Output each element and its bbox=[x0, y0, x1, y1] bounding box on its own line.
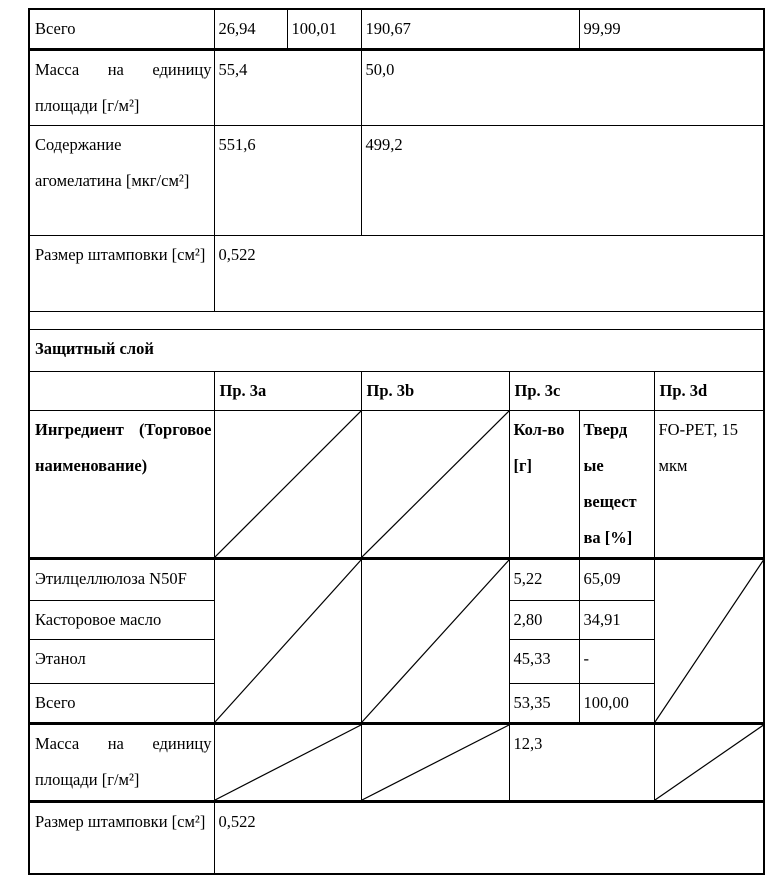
na-cell-pr3d-mass bbox=[654, 724, 764, 802]
diagonal-strike-icon bbox=[655, 560, 764, 722]
row-label-ingredient-header: Ингредиент (Торговое наименование) bbox=[29, 411, 214, 559]
column-header-pr3d: Пр. 3d bbox=[654, 372, 764, 411]
diagonal-strike-icon bbox=[655, 725, 764, 800]
row-label-mass-per-area-lower: Масса на единицу площади [г/м²] bbox=[29, 724, 214, 802]
section-title-protective-layer: Защитный слой bbox=[29, 330, 764, 372]
ingredient-qty: 2,80 bbox=[509, 601, 579, 640]
ingredient-name: Этилцеллюлоза N50F bbox=[29, 559, 214, 601]
row-label-total-upper: Всего bbox=[29, 9, 214, 50]
ingredient-solids: 34,91 bbox=[579, 601, 654, 640]
ingredient-qty: 5,22 bbox=[509, 559, 579, 601]
mass-upper-value-1: 55,4 bbox=[214, 50, 361, 126]
row-label-agomelatine-content: Содержание агомелатина [мкг/см²] bbox=[29, 126, 214, 236]
subheader-quantity: Кол-во [г] bbox=[509, 411, 579, 559]
na-cell-pr3d-data bbox=[654, 559, 764, 724]
na-cell-pr3b-ingredient bbox=[361, 411, 509, 559]
na-cell-pr3a-ingredient bbox=[214, 411, 361, 559]
total-upper-value-3: 190,67 bbox=[361, 9, 579, 50]
column-header-pr3c: Пр. 3c bbox=[509, 372, 654, 411]
punch-size-lower-value: 0,522 bbox=[214, 802, 764, 874]
diagonal-strike-icon bbox=[362, 411, 509, 557]
na-cell-pr3b-data bbox=[361, 559, 509, 724]
agomelatine-value-1: 551,6 bbox=[214, 126, 361, 236]
composition-table bbox=[28, 8, 765, 875]
row-label-punch-size-lower: Размер штамповки [см²] bbox=[29, 802, 214, 874]
row-label-mass-per-area-upper: Масса на единицу площади [г/м²] bbox=[29, 50, 214, 126]
total-upper-value-4: 99,99 bbox=[579, 9, 764, 50]
column-header-empty bbox=[29, 372, 214, 411]
cell-film-fo-pet: FO-PET, 15 мкм bbox=[654, 411, 764, 559]
spacer-row bbox=[29, 312, 764, 330]
column-header-pr3a: Пр. 3a bbox=[214, 372, 361, 411]
diagonal-strike-icon bbox=[362, 560, 509, 722]
total-upper-value-1: 26,94 bbox=[214, 9, 287, 50]
row-label-total-lower: Всего bbox=[29, 684, 214, 724]
na-cell-pr3a-mass bbox=[214, 724, 361, 802]
diagonal-strike-icon bbox=[215, 411, 361, 557]
punch-size-upper-value: 0,522 bbox=[214, 236, 764, 312]
diagonal-strike-icon bbox=[215, 560, 361, 722]
diagonal-strike-icon bbox=[215, 725, 361, 800]
ingredient-name: Касторовое масло bbox=[29, 601, 214, 640]
total-upper-value-2: 100,01 bbox=[287, 9, 361, 50]
patent-table-page bbox=[28, 8, 765, 875]
subheader-solids: Тверд ые вещест ва [%] bbox=[579, 411, 654, 559]
diagonal-strike-icon bbox=[362, 725, 509, 800]
row-label-punch-size-upper: Размер штамповки [см²] bbox=[29, 236, 214, 312]
na-cell-pr3b-mass bbox=[361, 724, 509, 802]
ingredient-name: Этанол bbox=[29, 640, 214, 684]
total-lower-qty: 53,35 bbox=[509, 684, 579, 724]
agomelatine-value-2: 499,2 bbox=[361, 126, 764, 236]
na-cell-pr3a-data bbox=[214, 559, 361, 724]
mass-upper-value-2: 50,0 bbox=[361, 50, 764, 126]
ingredient-solids: - bbox=[579, 640, 654, 684]
ingredient-solids: 65,09 bbox=[579, 559, 654, 601]
mass-lower-value: 12,3 bbox=[509, 724, 654, 802]
column-header-pr3b: Пр. 3b bbox=[361, 372, 509, 411]
ingredient-qty: 45,33 bbox=[509, 640, 579, 684]
total-lower-solids: 100,00 bbox=[579, 684, 654, 724]
